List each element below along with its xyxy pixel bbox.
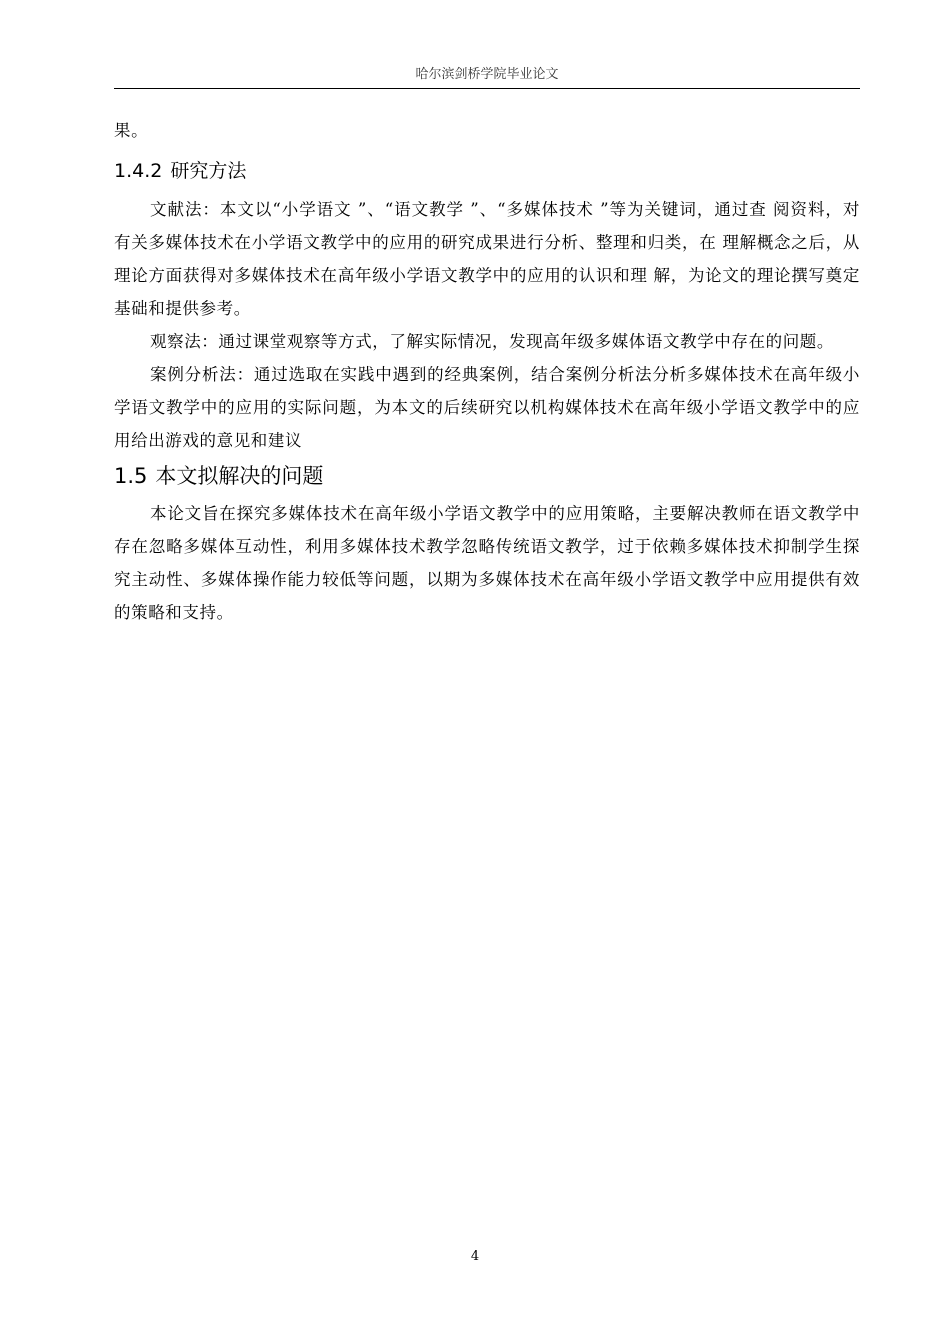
section-heading-1-4-2: [114, 155, 860, 187]
paragraph-literature-method: 文献法：本文以“小学语文 ”、“语文教学 ”、“多媒体技术 ”等为关键词，通过查 阅资料，对有关多媒体技术在小学语文教学中的应用的研究成果进行分析、整理和归类，在 理解概念之后，从理论方面获得对多媒体技术在高年级小学语文教学中的应用的认识和理 解，为论文的理论撰写奠定基础和提供参考。: [114, 200, 860, 318]
page-header: [114, 66, 860, 89]
paragraph-case-analysis-method: 案例分析法：通过选取在实践中遇到的经典案例，结合案例分析法分析多媒体技术在高年级小学语文教学中的应用的实际问题，为本文的后续研究以机构媒体技术在高年级小学语文教学中的应用给出游戏的意见和建议: [114, 365, 860, 450]
section-number: 1.4.2: [114, 160, 163, 182]
page-number: 4: [470, 1249, 480, 1264]
header-title: 哈尔滨剑桥学院毕业论文: [415, 67, 559, 82]
paragraph-observation-method: 观察法：通过课堂观察等方式，了解实际情况，发现高年级多媒体语文教学中存在的问题。: [150, 332, 834, 351]
paragraph-problems-to-solve: 本论文旨在探究多媒体技术在高年级小学语文教学中的应用策略，主要解决教师在语文教学中存在忽略多媒体互动性，利用多媒体技术教学忽略传统语文教学，过于依赖多媒体技术抑制学生探究主动性、多媒体操作能力较低等问题，以期为多媒体技术在高年级小学语文教学中应用提供有效的策略和支持。: [114, 504, 860, 622]
continuation-text: 果。: [114, 121, 149, 140]
document-body: [114, 114, 860, 629]
section-number: 1.5: [114, 464, 148, 488]
section-heading-1-5: [114, 459, 860, 493]
section-title: 本文拟解决的问题: [155, 464, 324, 488]
section-title: 研究方法: [170, 160, 247, 182]
